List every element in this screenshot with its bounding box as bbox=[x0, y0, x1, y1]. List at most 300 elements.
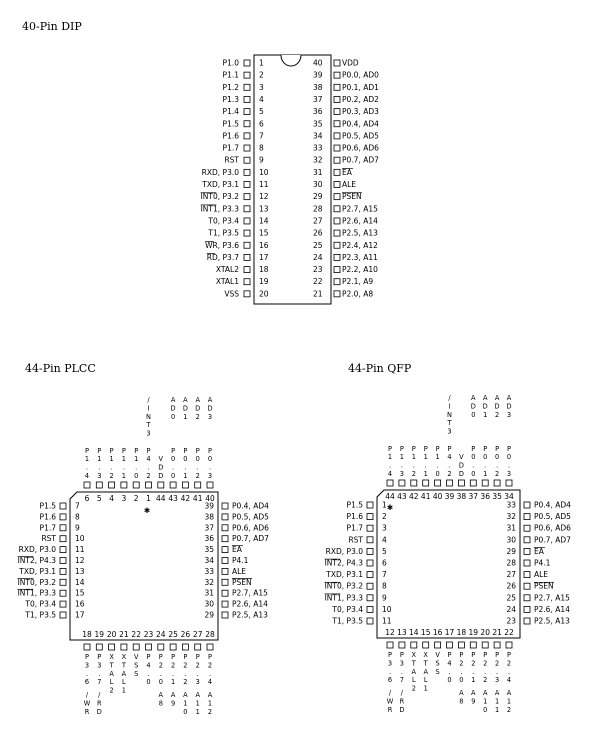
pin-number: 10 bbox=[382, 604, 392, 614]
pin-label-char: P bbox=[208, 653, 212, 661]
pin-number: 34 bbox=[313, 131, 323, 141]
pin-label-char: P bbox=[483, 444, 488, 453]
pin-label-char: 2 bbox=[158, 661, 163, 670]
pin-box bbox=[60, 568, 66, 574]
pin-label-char: 3 bbox=[97, 472, 102, 480]
pin-number: 24 bbox=[506, 604, 516, 614]
pin-number: 15 bbox=[75, 588, 85, 598]
pin-box bbox=[334, 254, 340, 260]
pin-label-char: 2 bbox=[183, 661, 188, 670]
pin-number: 13 bbox=[259, 204, 269, 214]
pin-label-char: 1 bbox=[494, 697, 500, 706]
pin-label-char: 0 bbox=[195, 455, 200, 464]
pin-label-char: P bbox=[183, 653, 188, 661]
pin-label: P2.4, A12 bbox=[342, 240, 378, 250]
pin-label-char: . bbox=[400, 461, 403, 470]
pin-label-char: . bbox=[507, 667, 511, 676]
pin-label: P4.1 bbox=[232, 556, 249, 565]
pin-label-char: V bbox=[435, 651, 440, 659]
pin-number: 35 bbox=[313, 119, 323, 129]
pin-label-char: 3 bbox=[399, 659, 405, 668]
pin-label-char: 1 bbox=[109, 455, 114, 464]
pin-label-char: L bbox=[423, 676, 428, 685]
pin-number: 8 bbox=[259, 143, 264, 153]
pin-label-char: X bbox=[121, 653, 127, 661]
pin-box bbox=[524, 595, 530, 601]
pin-number: 7 bbox=[259, 131, 264, 141]
pin-box bbox=[182, 482, 188, 488]
pin-number: 33 bbox=[204, 566, 214, 576]
pin-box bbox=[399, 480, 405, 486]
pin-label-char: 0 bbox=[471, 410, 476, 419]
pin-number: 29 bbox=[506, 546, 516, 556]
pin-number: 12 bbox=[75, 556, 85, 565]
pin-box bbox=[222, 612, 228, 618]
pin-label-char: P bbox=[483, 651, 488, 659]
pin-label: T0, P3.4 bbox=[25, 599, 56, 609]
pin-label-char: A bbox=[170, 691, 176, 699]
pin-box bbox=[222, 547, 228, 553]
pin-label-char: 0 bbox=[158, 678, 163, 687]
pin-box bbox=[367, 560, 373, 566]
pin-label-char: . bbox=[85, 669, 89, 678]
pin-label: P1.6 bbox=[346, 512, 363, 522]
pin-label: P2.1, A9 bbox=[342, 277, 374, 287]
pin-label-char: 0 bbox=[471, 453, 476, 462]
pin-label-char: . bbox=[85, 463, 89, 472]
pin-label-char: R bbox=[97, 699, 102, 708]
pin-label-char: A bbox=[207, 691, 213, 699]
pin-label: INT0, P3.2 bbox=[17, 577, 56, 587]
pin-label-char: D bbox=[182, 404, 188, 413]
pin-label: P1.7 bbox=[222, 143, 239, 153]
pin-label-char: . bbox=[208, 463, 212, 472]
pin-box bbox=[60, 579, 66, 585]
pin-label-char: . bbox=[507, 461, 511, 470]
pin-label-char: P bbox=[146, 653, 151, 661]
pin-label-char: 3 bbox=[207, 472, 213, 480]
pin-label-char: A bbox=[506, 394, 512, 402]
pin-label-char: R bbox=[387, 705, 393, 714]
pin-label-char: 6 bbox=[84, 678, 90, 687]
pin-label-char: 2 bbox=[459, 659, 464, 668]
pin-box bbox=[244, 96, 250, 102]
pin-label-char: N bbox=[447, 410, 452, 419]
pin-label: P2.7, A15 bbox=[342, 204, 378, 214]
pin-box bbox=[195, 644, 201, 650]
pin-label-char: D bbox=[458, 461, 464, 470]
pin-box bbox=[334, 96, 340, 102]
pin-label-char: / bbox=[448, 394, 451, 402]
pin-label-char: 4 bbox=[447, 453, 452, 462]
pin-label-char: . bbox=[147, 463, 150, 472]
pin-label-char: 3 bbox=[84, 661, 90, 670]
pin-number: 40 bbox=[313, 58, 323, 68]
pin-label-char: . bbox=[147, 669, 150, 678]
pin-box bbox=[334, 72, 340, 78]
pin-label-char: 3 bbox=[494, 676, 500, 685]
pin-box bbox=[334, 109, 340, 115]
pin-label-char: T bbox=[411, 659, 416, 668]
pin-label-char: 2 bbox=[170, 661, 176, 670]
pin-box bbox=[244, 72, 250, 78]
pin-label-char: . bbox=[436, 461, 439, 470]
pin-label: ALE bbox=[232, 566, 247, 576]
pin-label-char: 1 bbox=[121, 455, 127, 464]
pin-label: P0.2, AD2 bbox=[342, 94, 379, 104]
pin-box bbox=[524, 618, 530, 624]
pin-label-char: 0 bbox=[506, 453, 512, 462]
pin-number: 15 bbox=[420, 628, 431, 637]
pin-number: 19 bbox=[259, 277, 269, 287]
pin-label: P0.7, AD7 bbox=[534, 535, 571, 545]
pin-number: 22 bbox=[313, 277, 323, 287]
pin-label-char: P bbox=[447, 444, 452, 453]
pin-label-char: 9 bbox=[170, 699, 176, 708]
pin-box bbox=[244, 291, 250, 297]
pin-label: XTAL2 bbox=[215, 265, 239, 275]
pin-label-char: / bbox=[98, 691, 101, 699]
pin-number: 19 bbox=[468, 628, 479, 637]
pin-number: 17 bbox=[75, 610, 85, 620]
pin-box bbox=[207, 482, 213, 488]
pin-label-char: 1 bbox=[387, 453, 393, 462]
pin-label-char: P bbox=[171, 446, 176, 455]
pin-label-char: . bbox=[448, 667, 451, 676]
pin-label-char: X bbox=[411, 651, 417, 659]
pin-label-char: P bbox=[146, 446, 151, 455]
pin-label: P0.1, AD1 bbox=[342, 82, 379, 92]
pin-box bbox=[458, 480, 464, 486]
pin-box bbox=[524, 514, 530, 520]
pin-label: INT1, P3.3 bbox=[324, 593, 363, 603]
pin-number: 11 bbox=[259, 180, 269, 189]
pin-label: TXD, P3.1 bbox=[202, 180, 239, 189]
pin-number: 23 bbox=[313, 265, 323, 275]
pin-label-char: 2 bbox=[183, 678, 188, 687]
pin-label: P2.6, A14 bbox=[534, 604, 570, 614]
pin-label-char: 1 bbox=[423, 453, 428, 462]
pin-number: 25 bbox=[168, 630, 178, 639]
pin-label-char: 2 bbox=[506, 659, 512, 668]
pin-label-char: A bbox=[183, 396, 188, 404]
pin-number: 20 bbox=[106, 630, 117, 639]
pin-label: P1.5 bbox=[39, 501, 56, 511]
pin-label-char: 0 bbox=[170, 472, 176, 480]
pin-box bbox=[60, 525, 66, 531]
pin-box bbox=[244, 279, 250, 285]
pin-label-char: D bbox=[158, 472, 164, 480]
pin-label-char: 9 bbox=[471, 697, 476, 706]
pin-box bbox=[447, 642, 453, 648]
pin-box bbox=[524, 583, 530, 589]
pin-box bbox=[387, 642, 393, 648]
pin-box bbox=[244, 267, 250, 273]
pin-box bbox=[133, 482, 139, 488]
pin-label: P1.5 bbox=[222, 119, 239, 129]
pin-label-char: V bbox=[158, 455, 164, 464]
pin-box bbox=[470, 642, 476, 648]
pin-box bbox=[96, 644, 102, 650]
plcc-package bbox=[18, 396, 270, 716]
pin-label-char: S bbox=[134, 669, 139, 678]
pin-box bbox=[334, 121, 340, 127]
pin-label-char: P bbox=[471, 651, 476, 659]
pin-number: 12 bbox=[385, 628, 395, 637]
pin-label-char: 0 bbox=[170, 412, 176, 421]
pin-label-char: 3 bbox=[195, 678, 200, 687]
pin-box bbox=[60, 503, 66, 509]
pin-number: 32 bbox=[506, 512, 516, 522]
pin-number: 39 bbox=[444, 492, 455, 501]
pin-number: 29 bbox=[313, 192, 323, 202]
pin-label: RD, P3.7 bbox=[206, 252, 239, 262]
pin-number: 39 bbox=[204, 501, 214, 511]
pin-number: 25 bbox=[506, 593, 516, 603]
pin-label: P4.1 bbox=[534, 558, 551, 568]
pin-label-char: D bbox=[506, 402, 512, 411]
pin-box bbox=[133, 644, 139, 650]
pin-label-char: 0 bbox=[183, 707, 188, 716]
pin-label: P2.7, A15 bbox=[534, 593, 570, 603]
pin-box bbox=[222, 536, 228, 542]
pin-label-char: D bbox=[458, 470, 464, 478]
pin-box bbox=[60, 590, 66, 596]
pin-label-char: A bbox=[471, 394, 476, 402]
pin-label: INT0, P3.2 bbox=[200, 192, 239, 202]
pin-number: 22 bbox=[504, 628, 514, 637]
pin-label-char: D bbox=[482, 402, 488, 411]
pin-box bbox=[60, 514, 66, 520]
pin-box bbox=[244, 218, 250, 224]
pin-label-char: 4 bbox=[146, 661, 151, 670]
pin-number: 37 bbox=[204, 523, 214, 533]
pin-number: 44 bbox=[385, 492, 395, 501]
pin-label: P0.5, AD5 bbox=[342, 131, 379, 141]
pin-label: INT2, P4.3 bbox=[17, 556, 56, 565]
pin-label-char: . bbox=[472, 667, 475, 676]
pin-label-char: 1 bbox=[483, 697, 488, 706]
pin-label-char: P bbox=[459, 651, 464, 659]
pin-number: 14 bbox=[409, 628, 419, 637]
pin-label-char: P bbox=[85, 446, 89, 455]
pin-number: 9 bbox=[382, 593, 387, 603]
pin-label-char: / bbox=[388, 689, 392, 697]
pin-label-char: P bbox=[388, 444, 392, 453]
pin-label: INT1, P3.3 bbox=[200, 204, 239, 214]
pin-number: 1 bbox=[146, 494, 151, 503]
pin-number: 15 bbox=[259, 228, 269, 238]
pin-label-char: 2 bbox=[195, 412, 200, 421]
pin-label: EA bbox=[232, 545, 242, 555]
pin-label-char: . bbox=[196, 669, 199, 678]
pin-label-char: . bbox=[159, 669, 162, 678]
pin-number: 17 bbox=[444, 628, 455, 637]
pin-label: P0.3, AD3 bbox=[342, 107, 379, 117]
pin-label-char: 6 bbox=[387, 676, 393, 685]
pin-label: P1.3 bbox=[222, 94, 239, 104]
pin-box bbox=[334, 194, 340, 200]
pin-number: 23 bbox=[506, 616, 516, 626]
pin-label-char: P bbox=[399, 651, 404, 659]
pin-label: ALE bbox=[534, 570, 549, 580]
pin-box bbox=[121, 644, 127, 650]
pin-label-char: . bbox=[496, 667, 499, 676]
pin-label-char: S bbox=[435, 667, 440, 676]
pin-box bbox=[60, 536, 66, 542]
pin-label-char: L bbox=[411, 676, 416, 685]
pin-box bbox=[60, 547, 66, 553]
pin-label-char: L bbox=[122, 678, 126, 687]
pin-label-char: 2 bbox=[207, 707, 213, 716]
pin-number: 5 bbox=[96, 494, 102, 503]
pin-number: 7 bbox=[382, 570, 387, 580]
pin-label-char: 0 bbox=[146, 678, 151, 687]
pin-label-char: P bbox=[399, 444, 404, 453]
pin-label-char: . bbox=[208, 669, 212, 678]
pin-label: P2.3, A11 bbox=[342, 252, 378, 262]
pin-number: 8 bbox=[75, 512, 80, 522]
pin-box bbox=[334, 84, 340, 90]
pin-label: RST bbox=[348, 535, 363, 545]
pin-label-char: P bbox=[183, 446, 188, 455]
pin-number: 33 bbox=[313, 143, 323, 153]
pin-number: 42 bbox=[409, 492, 419, 501]
pin-label: P1.4 bbox=[222, 107, 239, 117]
pin-label: P2.6, A14 bbox=[232, 599, 268, 609]
pin-box bbox=[222, 525, 228, 531]
pin-label-char: D bbox=[207, 404, 213, 413]
pin-label-char: 3 bbox=[447, 427, 452, 436]
pin-number: 16 bbox=[259, 240, 269, 250]
pin-label-char: 4 bbox=[84, 472, 90, 480]
pin-label-char: . bbox=[98, 669, 101, 678]
pin-label-char: 1 bbox=[471, 676, 476, 685]
pin-number: 12 bbox=[259, 192, 269, 202]
pin-label-char: 0 bbox=[207, 455, 213, 464]
pin-box bbox=[435, 642, 441, 648]
pin-label: TXD, P3.1 bbox=[326, 570, 363, 580]
pin-label-char: . bbox=[484, 667, 487, 676]
pin-box bbox=[60, 558, 66, 564]
pin-label-char: 1 bbox=[399, 453, 405, 462]
pin1-marker: ✱ bbox=[386, 503, 394, 512]
pin-number: 3 bbox=[382, 523, 387, 533]
pin-box bbox=[222, 601, 228, 607]
pin-label: P2.7, A15 bbox=[232, 588, 268, 598]
pin-label-char: 2 bbox=[195, 661, 200, 670]
pin-number: 36 bbox=[204, 534, 214, 544]
pin-label-char: 1 bbox=[435, 453, 440, 462]
pin-label-char: I bbox=[448, 402, 451, 411]
pin-box bbox=[506, 480, 512, 486]
pin-label-char: P bbox=[195, 446, 200, 455]
pin-box bbox=[146, 482, 152, 488]
pin-label-char: . bbox=[424, 461, 427, 470]
pin-label-char: V bbox=[133, 653, 139, 661]
pin-label: XTAL1 bbox=[215, 277, 239, 287]
plcc-title: 44-Pin PLCC bbox=[25, 362, 96, 375]
pin-number: 31 bbox=[313, 167, 323, 177]
pin-number: 9 bbox=[259, 155, 264, 165]
pin-label-char: A bbox=[471, 689, 476, 697]
pin-label: P0.4, AD4 bbox=[534, 500, 571, 510]
pin-label-char: 2 bbox=[447, 470, 452, 478]
pin-label-char: 0 bbox=[483, 705, 488, 714]
pin-number: 29 bbox=[204, 610, 214, 620]
pin-label-char: R bbox=[84, 707, 90, 716]
pin-label: P1.6 bbox=[39, 512, 56, 522]
pin-label-char: . bbox=[412, 461, 415, 470]
pin-label: P2.0, A8 bbox=[342, 289, 374, 299]
pin-label-char: . bbox=[184, 669, 187, 678]
pin-box bbox=[334, 291, 340, 297]
pin-label: INT1, P3.3 bbox=[17, 588, 56, 598]
pin-number: 13 bbox=[75, 566, 85, 576]
pin-number: 20 bbox=[480, 628, 490, 637]
pin-label-char: 2 bbox=[494, 410, 500, 419]
pin-number: 38 bbox=[456, 492, 467, 501]
pin-label-char: P bbox=[447, 651, 452, 659]
pin-number: 44 bbox=[156, 494, 166, 503]
pin-label-char: / bbox=[400, 689, 404, 697]
pin-label-char: A bbox=[183, 691, 188, 699]
pin-number: 34 bbox=[204, 556, 214, 565]
pin-number: 31 bbox=[204, 588, 214, 598]
pin-box bbox=[399, 642, 405, 648]
pin-number: 34 bbox=[504, 492, 514, 501]
pin-box bbox=[170, 482, 176, 488]
pin-number: 43 bbox=[168, 494, 178, 503]
pin-box bbox=[524, 560, 530, 566]
chip-body bbox=[377, 490, 520, 638]
pin-number: 28 bbox=[205, 630, 215, 639]
pin-label-char: . bbox=[122, 463, 125, 472]
pin-label-char: A bbox=[121, 669, 127, 678]
pin-label-char: P bbox=[507, 651, 511, 659]
pin-number: 36 bbox=[313, 107, 323, 117]
pin-label-char: T bbox=[447, 419, 452, 428]
pin-label-char: P bbox=[97, 653, 102, 661]
pin-label-char: 2 bbox=[483, 659, 488, 668]
pin-label-char: 1 bbox=[494, 705, 500, 714]
pin-box bbox=[207, 644, 213, 650]
pin-label-char: 2 bbox=[109, 472, 114, 480]
pin-label-char: A bbox=[170, 396, 176, 404]
pin-box bbox=[334, 267, 340, 273]
pin-box bbox=[334, 242, 340, 248]
pin-label: RXD, P3.0 bbox=[201, 167, 239, 177]
pin-label-char: 3 bbox=[399, 470, 405, 478]
pin-box bbox=[195, 482, 201, 488]
pin-label: P1.0 bbox=[222, 58, 239, 68]
pin-label-char: P bbox=[435, 444, 440, 453]
pin-box bbox=[334, 218, 340, 224]
pin-label: P1.7 bbox=[346, 523, 363, 533]
pin-box bbox=[447, 480, 453, 486]
pin-box bbox=[222, 568, 228, 574]
pin-box bbox=[244, 109, 250, 115]
pin-box bbox=[334, 133, 340, 139]
pin-box bbox=[524, 537, 530, 543]
pin-number: 17 bbox=[259, 252, 269, 262]
pin-label: VSS bbox=[224, 289, 239, 299]
pin-box bbox=[506, 642, 512, 648]
pin-number: 16 bbox=[75, 599, 85, 609]
pin-number: 5 bbox=[259, 107, 264, 117]
pin-label-char: 1 bbox=[170, 678, 176, 687]
pin-label-char: D bbox=[96, 707, 102, 716]
